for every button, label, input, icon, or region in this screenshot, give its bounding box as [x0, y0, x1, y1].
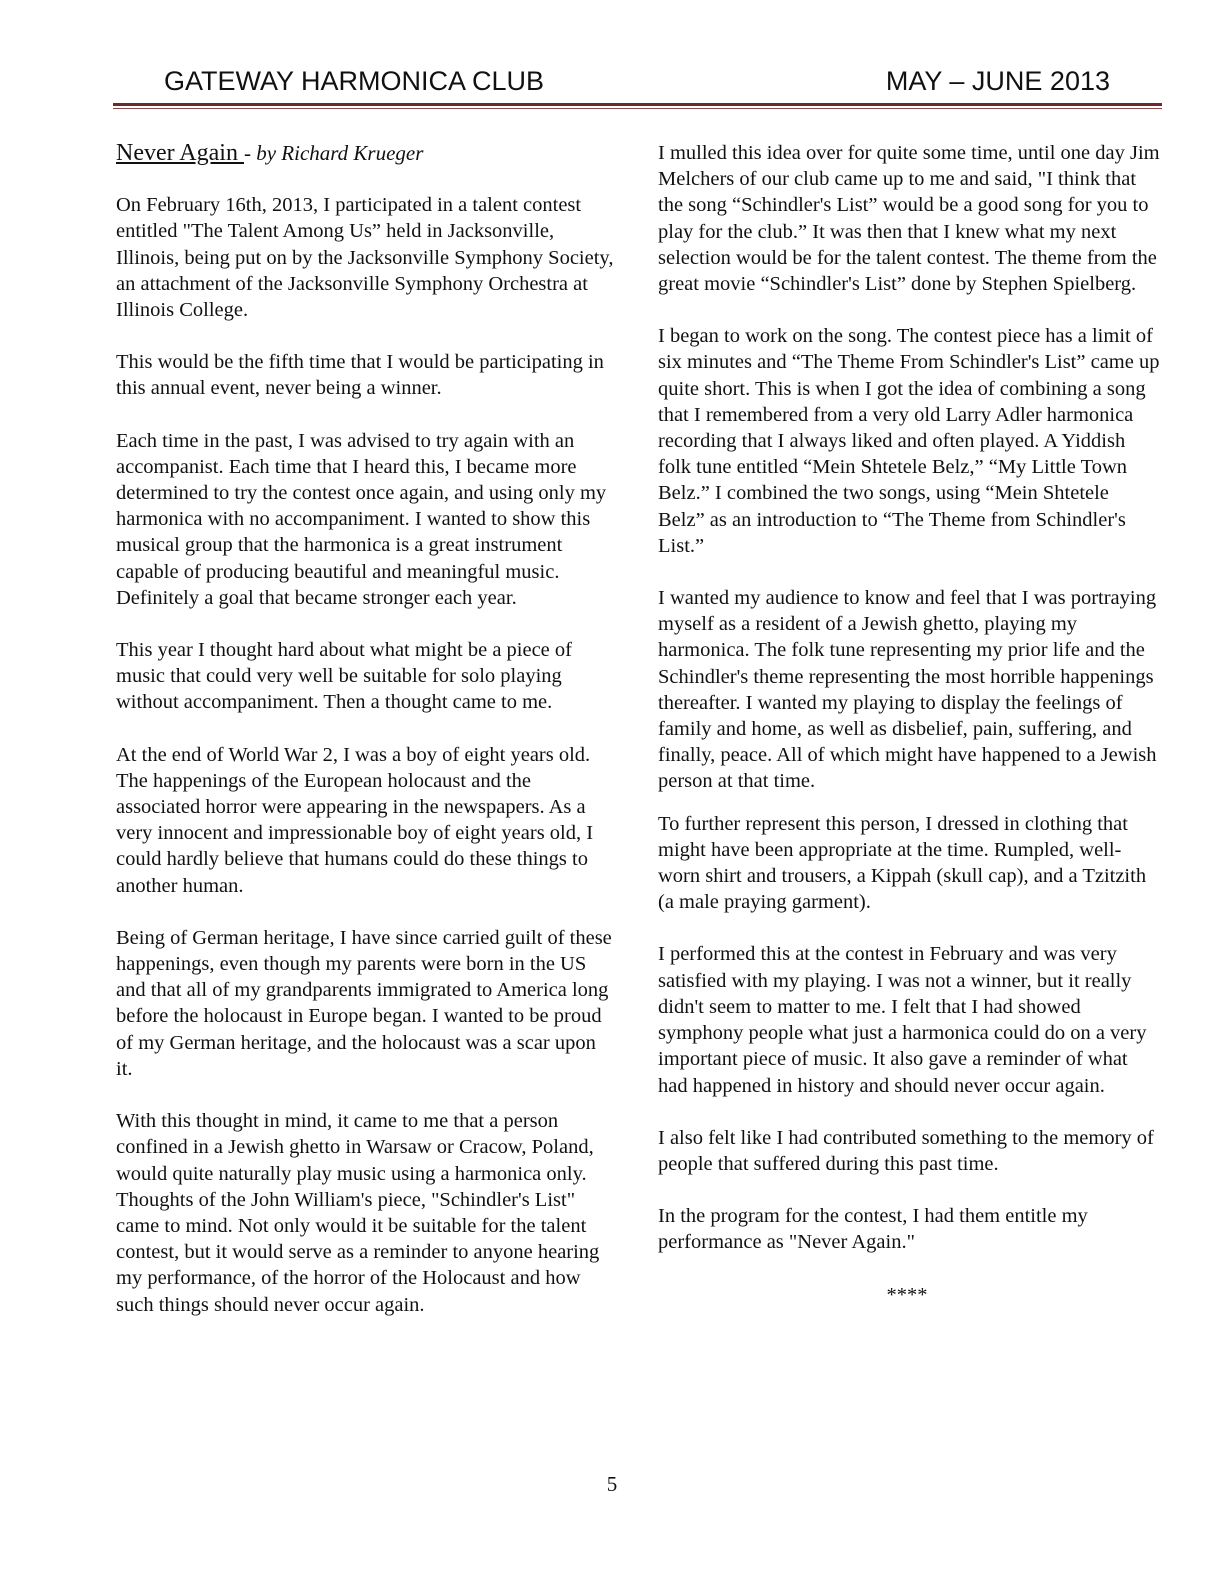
issue-date: MAY – JUNE 2013 [885, 66, 1110, 96]
paragraph: In the program for the contest, I had them entitle my performance as "Never Again." [658, 1205, 1088, 1254]
right-column [658, 140, 1160, 1334]
paragraph: I performed this at the contest in February and was very satisfied with my playing. I was not a winner, but it really didn't seem to matter to me. I felt that I had showed symphony people what just a harmonica could do on a very important piece of music. It also gave a reminder of what had happened in history and should never occur again. [658, 943, 1147, 1097]
paragraph: To further represent this person, I dressed in clothing that might have been appropriate at the time. Rumpled, well-worn shirt and trousers, a Kippah (skull cap), and a Tzitzith (a male praying garment). [658, 812, 1147, 914]
newsletter-name: GATEWAY HARMONICA CLUB [164, 66, 545, 96]
paragraph: This year I thought hard about what might be a piece of music that could very well be suitable for solo playing without accompaniment. Then a thought came to me. [116, 639, 572, 714]
paragraph: This would be the fifth time that I would be participating in this annual event, never being a winner. [116, 351, 604, 400]
header-rule [113, 103, 1162, 106]
paragraph: I began to work on the song. The contest piece has a limit of six minutes and “The Theme From Schindler's List” came up quite short. This is when I got the idea of combining a song that I remembered from a very old Larry Adler harmonica recording that I always liked and often played. A Yiddish folk tune entitled “Mein Shtetele Belz,” “My Little Town Belz.” I combined the two songs, using “Mein Shtetele Belz” as an introduction to “The Theme from Schindler's List.” [658, 325, 1160, 557]
left-column [116, 140, 616, 1344]
article-heading [116, 140, 616, 166]
page-header [164, 64, 1110, 104]
paragraph: I mulled this idea over for quite some time, until one day Jim Melchers of our club came up to me and said, "I think that the song “Schindler's List” would be a good song for you to play for the club.” It was then that I knew what my next selection would be for the talent contest. The theme from the great movie “Schindler's List” done by Stephen Spielberg. [658, 142, 1160, 296]
header-rule-thin [113, 108, 1162, 109]
article-title: Never Again [116, 140, 244, 166]
paragraph: Each time in the past, I was advised to try again with an accompanist. Each time that I heard this, I became more determined to try the contest once again, and using only my harmonica with no accompaniment. I wanted to show this musical group that the harmonica is a great instrument capable of producing beautiful and meaningful music. Definitely a goal that became stronger each year. [116, 429, 607, 609]
article-byline: - by Richard Krueger [243, 141, 424, 165]
end-mark: **** [886, 1283, 928, 1306]
paragraph: Being of German heritage, I have since carried guilt of these happenings, even though my parents were born in the US and that all of my grandparents immigrated to America long before the holocaust in Europe began. I wanted to be proud of my German heritage, and the holocaust was a scar upon it. [116, 926, 612, 1080]
page-number: 5 [606, 1472, 618, 1496]
paragraph: At the end of World War 2, I was a boy of eight years old. The happenings of the European holocaust and the associated horror were appearing in the newspapers. As a very innocent and impressionable boy of eight years old, I could hardly believe that humans could do these things to another human. [116, 743, 594, 897]
paragraph: On February 16th, 2013, I participated in a talent contest entitled "The Talent Among Us” held in Jacksonville, Illinois, being put on by the Jacksonville Symphony Society, an attachment of the Jacksonville Symphony Orchestra at Illinois College. [116, 194, 614, 322]
paragraph: I also felt like I had contributed something to the memory of people that suffered during this past time. [658, 1126, 1154, 1175]
paragraph: With this thought in mind, it came to me that a person confined in a Jewish ghetto in Warsaw or Cracow, Poland, would quite naturally play music using a harmonica only. Thoughts of the John William's piece, "Schindler's List" came to mind. Not only would it be suitable for the talent contest, but it would serve as a reminder to anyone hearing my performance, of the horror of the Holocaust and how such things should never occur again. [116, 1110, 600, 1316]
paragraph: I wanted my audience to know and feel that I was portraying myself as a resident of a Jewish ghetto, playing my harmonica. The folk tune representing my prior life and the Schindler's theme representing the most horrible happenings thereafter. I wanted my playing to display the feelings of family and home, as well as disbelief, pain, suffering, and finally, peace. All of which might have happened to a Jewish person at that time. [658, 587, 1157, 793]
